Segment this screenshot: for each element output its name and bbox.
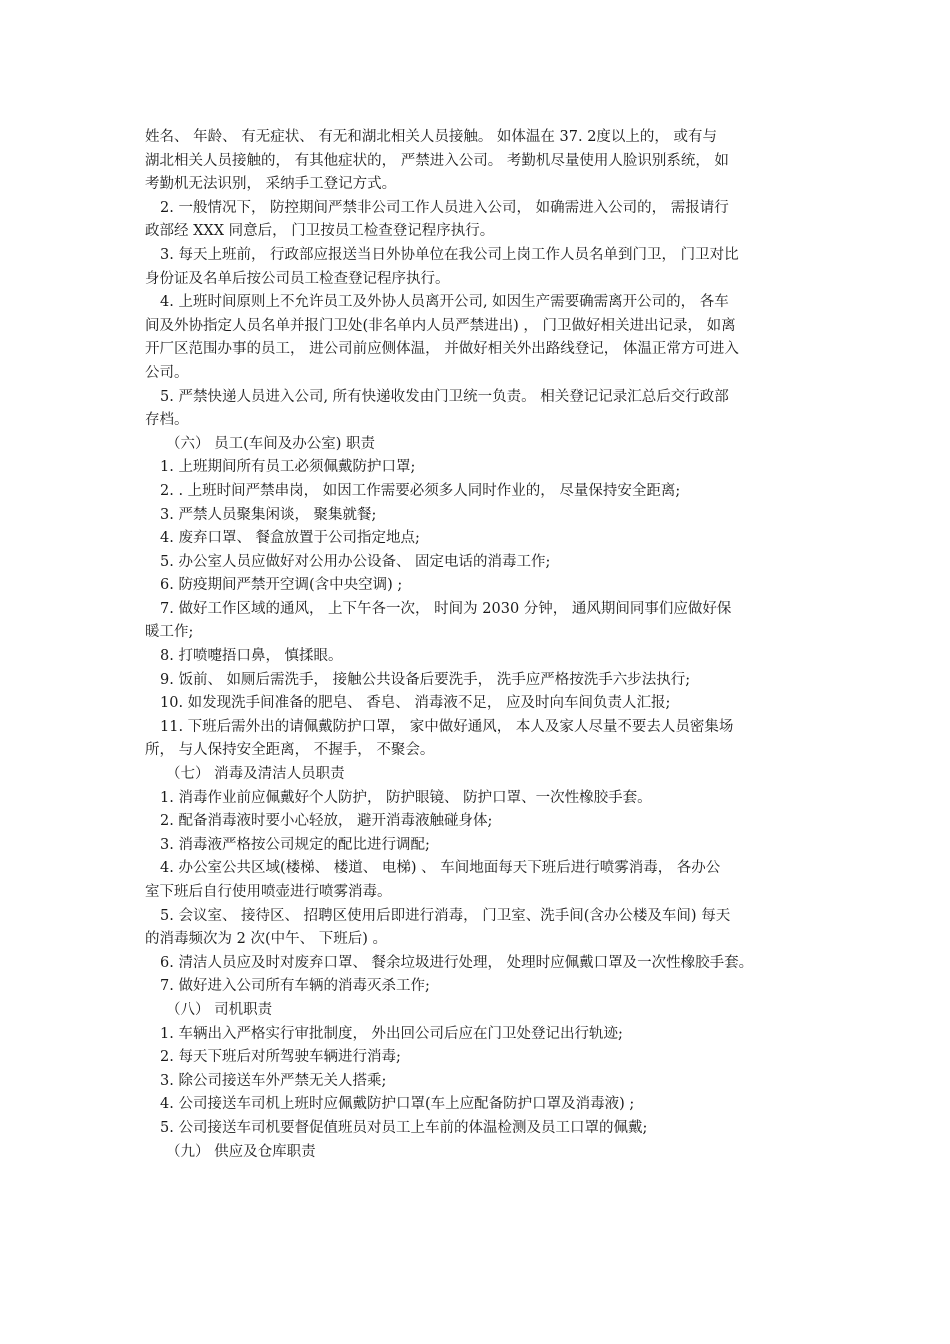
paragraph-line: 间及外协指定人员名单并报门卫处(非名单内人员严禁进出) ， 门卫做好相关进出记录， 如离: [145, 317, 736, 334]
paragraph-line: 政部经 XXX 同意后， 门卫按员工检查登记程序执行。: [145, 223, 495, 240]
list-item-line: 4. 上班时间原则上不允许员工及外协人员离开公司, 如因生产需要确需离开公司的， 各车: [160, 294, 729, 311]
list-item-line: 6. 防疫期间严禁开空调(含中央空调) ;: [160, 577, 403, 594]
list-item-line: 3. 消毒液严格按公司规定的配比进行调配;: [160, 836, 430, 853]
list-item-line: 5. 严禁快递人员进入公司, 所有快递收发由门卫统一负责。 相关登记记录汇总后交行政部: [160, 388, 729, 405]
paragraph-line: 考勤机无法识别， 采纳手工登记方式。: [145, 176, 397, 193]
list-item-line: 1. 车辆出入严格实行审批制度， 外出回公司后应在门卫处登记出行轨迹;: [160, 1025, 623, 1042]
list-item-line: 2. 一般情况下， 防控期间严禁非公司工作人员进入公司， 如确需进入公司的， 需报请行: [160, 199, 729, 216]
paragraph-line: 室下班后自行使用喷壶进行喷雾消毒。: [145, 884, 392, 900]
paragraph-line: 存档。: [145, 412, 189, 429]
list-item-line: 3. 每天上班前， 行政部应报送当日外协单位在我公司上岗工作人员名单到门卫， 门卫对比: [160, 246, 739, 263]
list-item-line: 7. 做好工作区域的通风， 上下午各一次， 时间为 2030 分钟， 通风期间同事们应做好保: [160, 600, 732, 617]
paragraph-line: 姓名、 年龄、 有无症状、 有无和湖北相关人员接触。 如体温在 37. 2度以上的， 或有与: [145, 129, 718, 145]
list-item-line: 8. 打喷嚏捂口鼻， 慎揉眼。: [160, 648, 343, 665]
list-item-line: 4. 废弃口罩、 餐盒放置于公司指定地点;: [160, 530, 420, 547]
paragraph-line: 开厂区范围办事的员工， 进公司前应侧体温， 并做好相关外出路线登记， 体温正常方可进入: [145, 341, 739, 358]
list-item-line: 10. 如发现洗手间准备的肥皂、 香皂、 消毒液不足， 应及时向车间负责人汇报;: [160, 695, 671, 712]
paragraph-line: 的消毒频次为 2 次(中午、 下班后) 。: [145, 931, 387, 948]
list-item-line: 3. 严禁人员聚集闲谈， 聚集就餐;: [160, 506, 377, 523]
list-item-line: 1. 上班期间所有员工必须佩戴防护口罩;: [160, 459, 416, 476]
section-heading: （七） 消毒及清洁人员职责: [166, 766, 345, 783]
list-item-line: 9. 饭前、 如厕后需洗手， 接触公共设备后要洗手， 洗手应严格按洗手六步法执行;: [160, 671, 691, 688]
list-item-line: 5. 公司接送车司机要督促值班员对员工上车前的体温检测及员工口罩的佩戴;: [160, 1119, 648, 1136]
list-item-line: 5. 办公室人员应做好对公用办公设备、 固定电话的消毒工作;: [160, 553, 551, 570]
paragraph-line: 湖北相关人员接触的， 有其他症状的， 严禁进入公司。 考勤机尽量使用人脸识别系统， 如: [145, 152, 729, 169]
list-item-line: 1. 消毒作业前应佩戴好个人防护， 防护眼镜、 防护口罩、一次性橡胶手套。: [160, 789, 652, 806]
paragraph-line: 身份证及名单后按公司员工检查登记程序执行。: [145, 270, 450, 287]
document-body: [145, 126, 813, 1164]
list-item-line: 4. 办公室公共区域(楼梯、 楼道、 电梯) 、 车间地面每天下班后进行喷雾消毒， 各办公: [160, 860, 721, 877]
section-heading: （八） 司机职责: [166, 1001, 273, 1018]
list-item-line: 2. . 上班时间严禁串岗， 如因工作需要必须多人同时作业的， 尽量保持安全距离;: [160, 482, 681, 499]
list-item-line: 2. 每天下班后对所驾驶车辆进行消毒;: [160, 1049, 401, 1066]
list-item-line: 5. 会议室、 接待区、 招聘区使用后即进行消毒， 门卫室、洗手间(含办公楼及车间) 每天: [160, 907, 731, 924]
list-item-line: 3. 除公司接送车外严禁无关人搭乘;: [160, 1072, 387, 1089]
list-item-line: 4. 公司接送车司机上班时应佩戴防护口罩(车上应配备防护口罩及消毒液) ;: [160, 1096, 635, 1113]
list-item-line: 6. 清洁人员应及时对废弃口罩、 餐余垃圾进行处理， 处理时应佩戴口罩及一次性橡胶手套。: [160, 954, 754, 971]
section-heading: （九） 供应及仓库职责: [166, 1143, 316, 1160]
paragraph-line: 暖工作;: [145, 624, 194, 641]
paragraph-line: 公司。: [145, 364, 189, 381]
paragraph-line: 所， 与人保持安全距离， 不握手， 不聚会。: [145, 742, 435, 759]
list-item-line: 2. 配备消毒液时要小心轻放， 避开消毒液触碰身体;: [160, 813, 493, 830]
list-item-line: 7. 做好进入公司所有车辆的消毒灭杀工作;: [160, 978, 430, 995]
section-heading: （六） 员工(车间及办公室) 职责: [166, 435, 376, 452]
list-item-line: 11. 下班后需外出的请佩戴防护口罩， 家中做好通风， 本人及家人尽量不要去人员密集场: [160, 718, 734, 735]
